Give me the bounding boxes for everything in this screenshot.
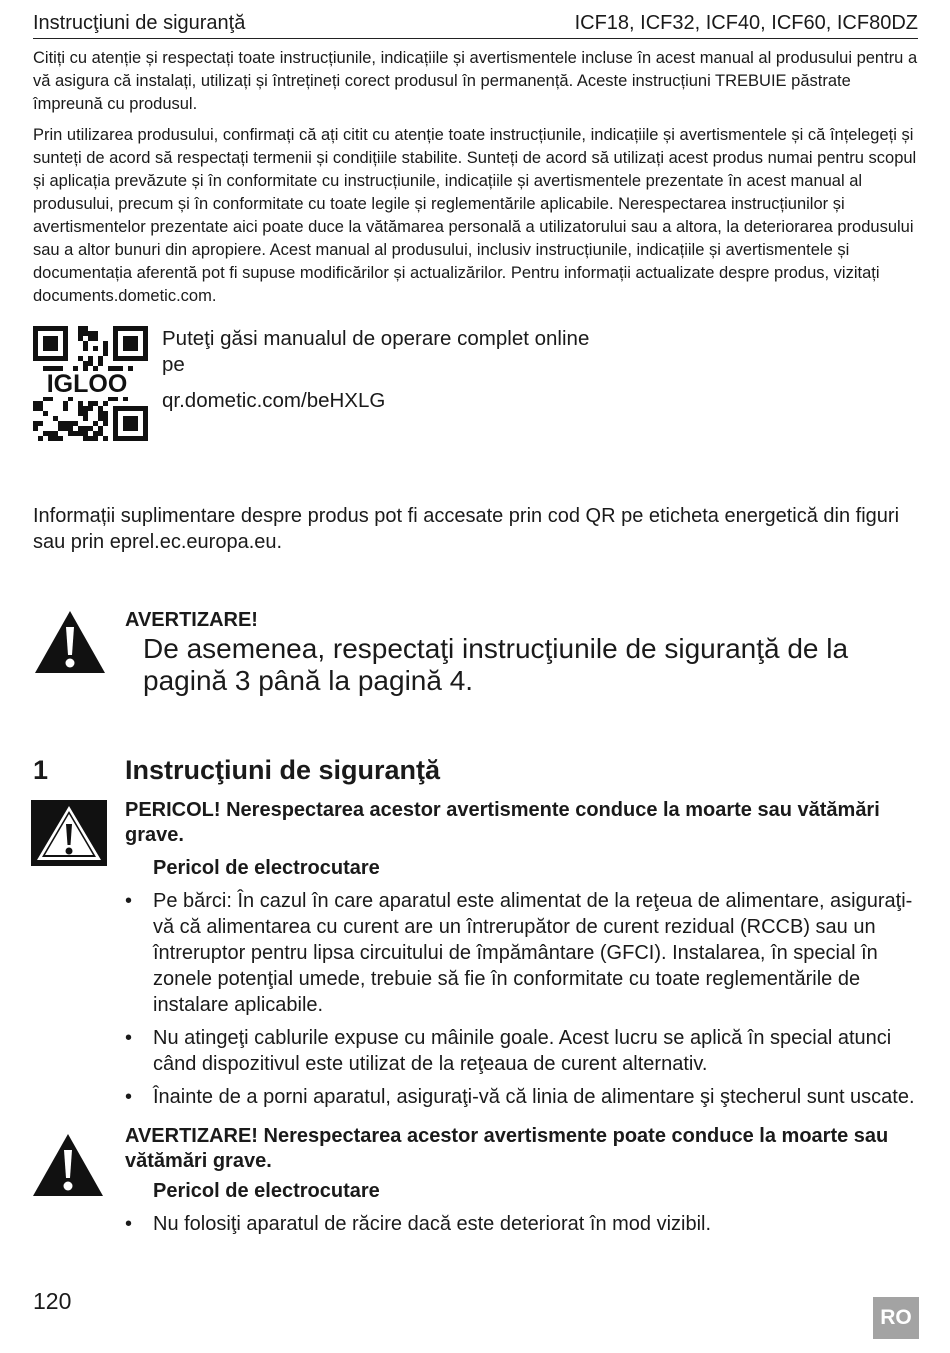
list-item-text: Înainte de a porni aparatul, asiguraţi-vă că linia de alimentare şi ştecherul sunt uscate. (153, 1086, 915, 1108)
additional-info: Informații suplimentare despre produs pot fi accesate prin cod QR pe eticheta energetică din figuri sau prin eprel.ec.europa.eu. (33, 505, 900, 553)
language-badge: RO (873, 1297, 919, 1339)
bullet: • (125, 1213, 133, 1235)
bullet: • (125, 1027, 133, 1049)
warning-text: De asemenea, respectaţi instrucţiunile de siguranţă de la pagină 3 până la pagină 4. (143, 633, 849, 696)
list-item (33, 1211, 918, 1237)
warning-icon (31, 1132, 105, 1198)
section-number: 1 (33, 755, 49, 785)
danger-block (33, 798, 918, 1110)
section-heading (33, 755, 918, 786)
page (33, 12, 918, 1244)
section-title: Instrucţiuni de siguranţă (125, 755, 441, 785)
danger-icon (31, 800, 107, 866)
header-models: ICF18, ICF32, ICF40, ICF60, ICF80DZ (574, 12, 918, 34)
warning-block-2 (33, 1124, 918, 1237)
qr-caption (162, 326, 602, 441)
list-item (33, 1025, 918, 1077)
warning-title: AVERTIZARE! (125, 609, 258, 631)
intro-paragraph-1: Citiți cu atenție și respectați toate instrucțiunile, indicațiile și avertismentele incluse în acest manual al produsului pentru a vă asigura că instalați, utilizați și întrețineți corect produsul în permanență. Aceste instrucțiuni TREBUIE păstrate împreună cu produsul. (33, 49, 918, 113)
qr-block (33, 326, 918, 441)
intro-paragraph-2: Prin utilizarea produsului, confirmați că ați citit cu atenție toate instrucțiunile, indicațiile și avertismentele și că înțelegeți și sunteți de acord să respectați termenii și condițiile stabilite. Sunteți de acord să utilizați acest produs numai pentru scopul și aplicația prevăzute și în conformitate cu instrucțiunile, indicațiile și avertismentele prezentate în acest manual al produsului, precum și în conformitate cu toate legile și reglementările aplicabile. Nerespectarea instrucțiunilor și avertismentelor prezentate aici poate duce la vătămarea personală a utilizatorului sau a altora, la deteriorarea produsului sau a altor bunuri din apropiere. Acest manual al produsului, inclusiv instrucțiunile, indicațiile și avertismentele și documentația aferentă pot fi supuse modificărilor și actualizărilor. Pentru informații actualizate despre produs, vizitați documents.dometic.com. (33, 126, 917, 305)
bullet: • (125, 890, 133, 912)
warning-block-1 (33, 609, 918, 709)
list-item-text: Nu folosiţi aparatul de răcire dacă este deteriorat în mod vizibil. (153, 1213, 712, 1235)
list-item (33, 1084, 918, 1110)
qr-url: qr.dometic.com/beHXLG (162, 389, 386, 412)
danger-bullet-list (33, 888, 918, 1110)
list-item-text: Nu atingeţi cablurile expuse cu mâinile goale. Acest lucru se aplică în special atunci când dispozitivul este utilizat de la reţeaua de curent alternativ. (153, 1027, 892, 1075)
warning2-title: AVERTIZARE! Nerespectarea acestor avertismente poate conduce la moarte sau vătămări grave. (125, 1125, 889, 1172)
page-number: 120 (33, 1288, 72, 1314)
intro-text (33, 47, 918, 308)
warning2-bullet-list (33, 1211, 918, 1237)
warning2-subtitle: Pericol de electrocutare (153, 1180, 380, 1202)
warning-icon (33, 609, 107, 675)
bullet: • (125, 1086, 133, 1108)
list-item (33, 888, 918, 1018)
qr-logo-text: IGLOO (46, 370, 128, 398)
header-title: Instrucţiuni de siguranţă (33, 12, 246, 34)
qr-code-icon (33, 326, 148, 441)
danger-subtitle: Pericol de electrocutare (153, 857, 380, 879)
qr-description: Puteţi găsi manualul de operare complet online pe (162, 327, 590, 376)
danger-title: PERICOL! Nerespectarea acestor avertismente conduce la moarte sau vătămări grave. (125, 799, 880, 846)
running-header (33, 12, 918, 39)
list-item-text: Pe bărci: În cazul în care aparatul este alimentat de la reţeua de alimentare, asiguraţi-vă că alimentarea cu curent are un întrerupător de curent rezidual (RCCB) sau un întreruptor pentru lipsa circuitului de împământare (GFCI). Instalarea, în special în zonele potenţial umede, trebuie să fie în conformitate cu toate reglementările de instalare aplicabile. (153, 890, 913, 1016)
